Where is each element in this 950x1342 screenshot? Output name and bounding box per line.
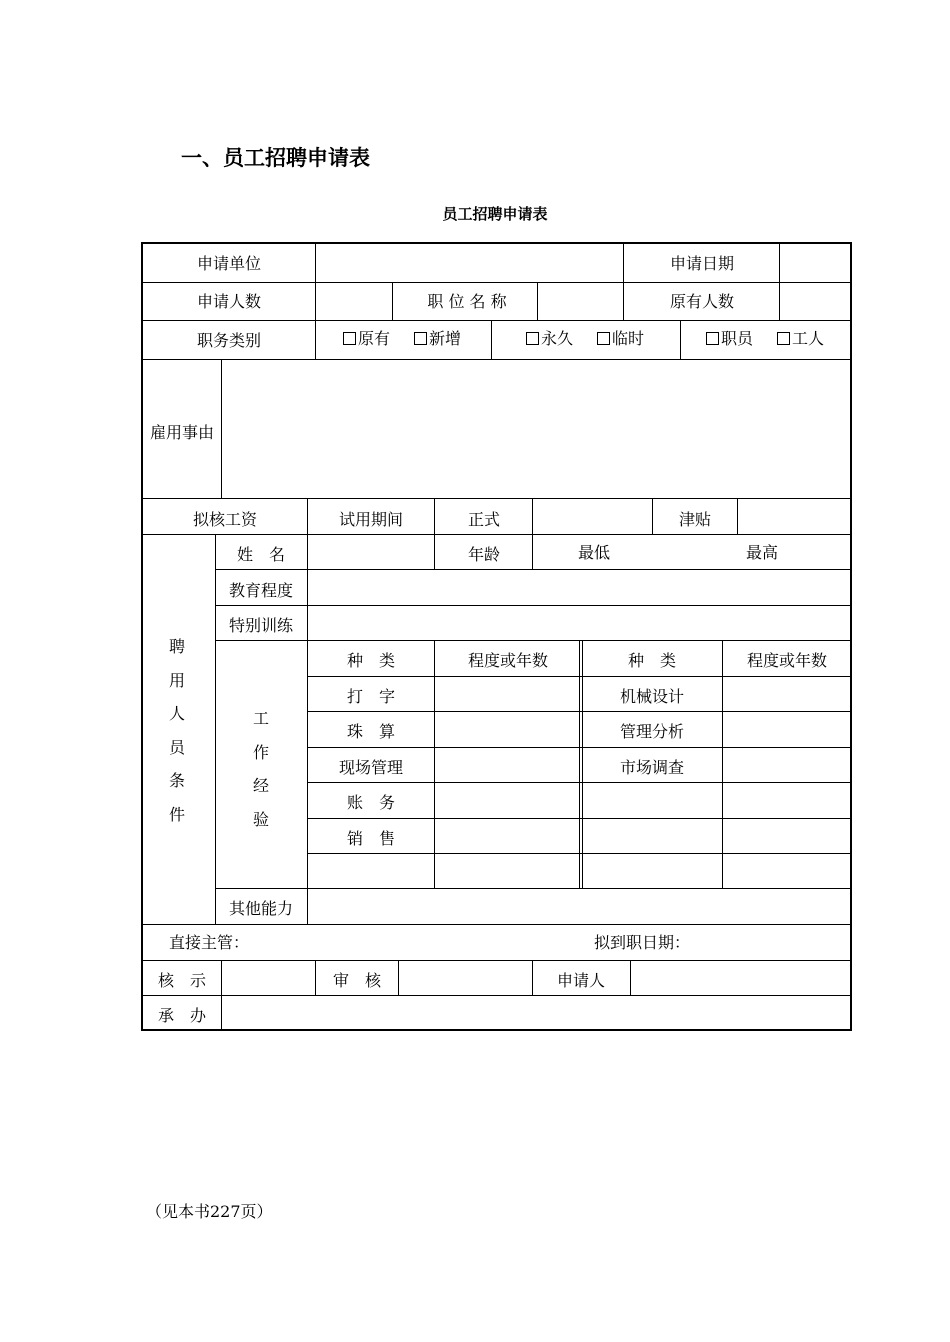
kind-header-2: 种 类 [627, 651, 677, 670]
name-field[interactable] [308, 535, 434, 569]
hire-reason-label: 雇用事由 [149, 423, 215, 442]
work-experience-label: 工作经验 [252, 709, 269, 829]
allowance-field[interactable] [738, 499, 850, 534]
apply-unit-field[interactable] [316, 244, 623, 282]
age-label: 年龄 [467, 545, 501, 564]
checkbox-worker[interactable]: 工人 [777, 329, 824, 349]
hire-reason-field[interactable] [222, 360, 850, 498]
handle-label: 承 办 [157, 1006, 207, 1025]
direct-supervisor-label: 直接主管： [169, 933, 250, 952]
proposed-salary-label: 拟核工资 [192, 510, 258, 529]
existing-count-label: 原有人数 [669, 292, 735, 311]
applicant-label: 申请人 [556, 971, 606, 990]
handle-field[interactable] [222, 996, 850, 1029]
formal-label: 正式 [467, 510, 501, 529]
checkbox-permanent[interactable]: 永久 [526, 329, 573, 349]
formal-salary-field[interactable] [533, 499, 652, 534]
education-label: 教育程度 [228, 581, 294, 600]
apply-count-label: 申请人数 [196, 292, 262, 311]
checkbox-icon [706, 332, 719, 345]
checkbox-icon [597, 332, 610, 345]
page-heading: 一、员工招聘申请表 [181, 146, 370, 170]
apply-date-label: 申请日期 [669, 254, 735, 273]
age-min-label: 最低 [577, 543, 611, 562]
probation-label: 试用期间 [338, 510, 404, 529]
skill-right-1: 机械设计 [619, 687, 685, 706]
skill-left-5: 销 售 [346, 829, 396, 848]
degree-years-header: 程度或年数 [467, 651, 549, 670]
checkbox-icon [777, 332, 790, 345]
position-name-field[interactable] [538, 283, 623, 320]
skill-right-3: 市场调查 [619, 758, 685, 777]
skill-degree-fields-left[interactable] [435, 677, 579, 888]
age-max-label: 最高 [745, 543, 779, 562]
skill-left-3: 现场管理 [338, 758, 404, 777]
other-ability-field[interactable] [308, 889, 850, 924]
degree-years-header-2: 程度或年数 [746, 651, 828, 670]
position-name-label: 职 位 名 称 [427, 292, 507, 311]
special-training-label: 特别训练 [228, 616, 294, 635]
checkbox-temporary[interactable]: 临时 [597, 329, 644, 349]
applicant-field[interactable] [631, 961, 850, 995]
skill-left-4: 账 务 [346, 793, 396, 812]
intended-start-label: 拟到职日期： [594, 933, 691, 952]
approve-label: 核 示 [157, 971, 207, 990]
review-label: 审 核 [332, 971, 382, 990]
special-training-field[interactable] [308, 606, 850, 640]
job-category-label: 职务类别 [196, 331, 262, 350]
approve-field[interactable] [222, 961, 315, 995]
checkbox-original[interactable]: 原有 [343, 329, 390, 349]
existing-count-field[interactable] [780, 283, 850, 320]
checkbox-icon [526, 332, 539, 345]
kind-header: 种 类 [346, 651, 396, 670]
skill-right-2: 管理分析 [619, 722, 685, 741]
skill-left-2: 珠 算 [346, 722, 396, 741]
checkbox-new[interactable]: 新增 [414, 329, 461, 349]
skill-degree-fields-right[interactable] [723, 677, 850, 888]
allowance-label: 津贴 [678, 510, 712, 529]
skill-left-1: 打 字 [346, 687, 396, 706]
other-ability-label: 其他能力 [228, 899, 294, 918]
checkbox-icon [414, 332, 427, 345]
checkbox-staff[interactable]: 职员 [706, 329, 753, 349]
education-field[interactable] [308, 570, 850, 605]
apply-date-field[interactable] [780, 244, 850, 282]
conditions-label: 聘用人员条件 [168, 637, 185, 824]
form-title: 员工招聘申请表 [442, 205, 548, 223]
apply-unit-label: 申请单位 [196, 254, 262, 273]
name-label: 姓 名 [236, 545, 286, 564]
checkbox-icon [343, 332, 356, 345]
apply-count-field[interactable] [316, 283, 392, 320]
review-field[interactable] [399, 961, 532, 995]
page-reference-footer: （见本书227页） [146, 1202, 273, 1221]
